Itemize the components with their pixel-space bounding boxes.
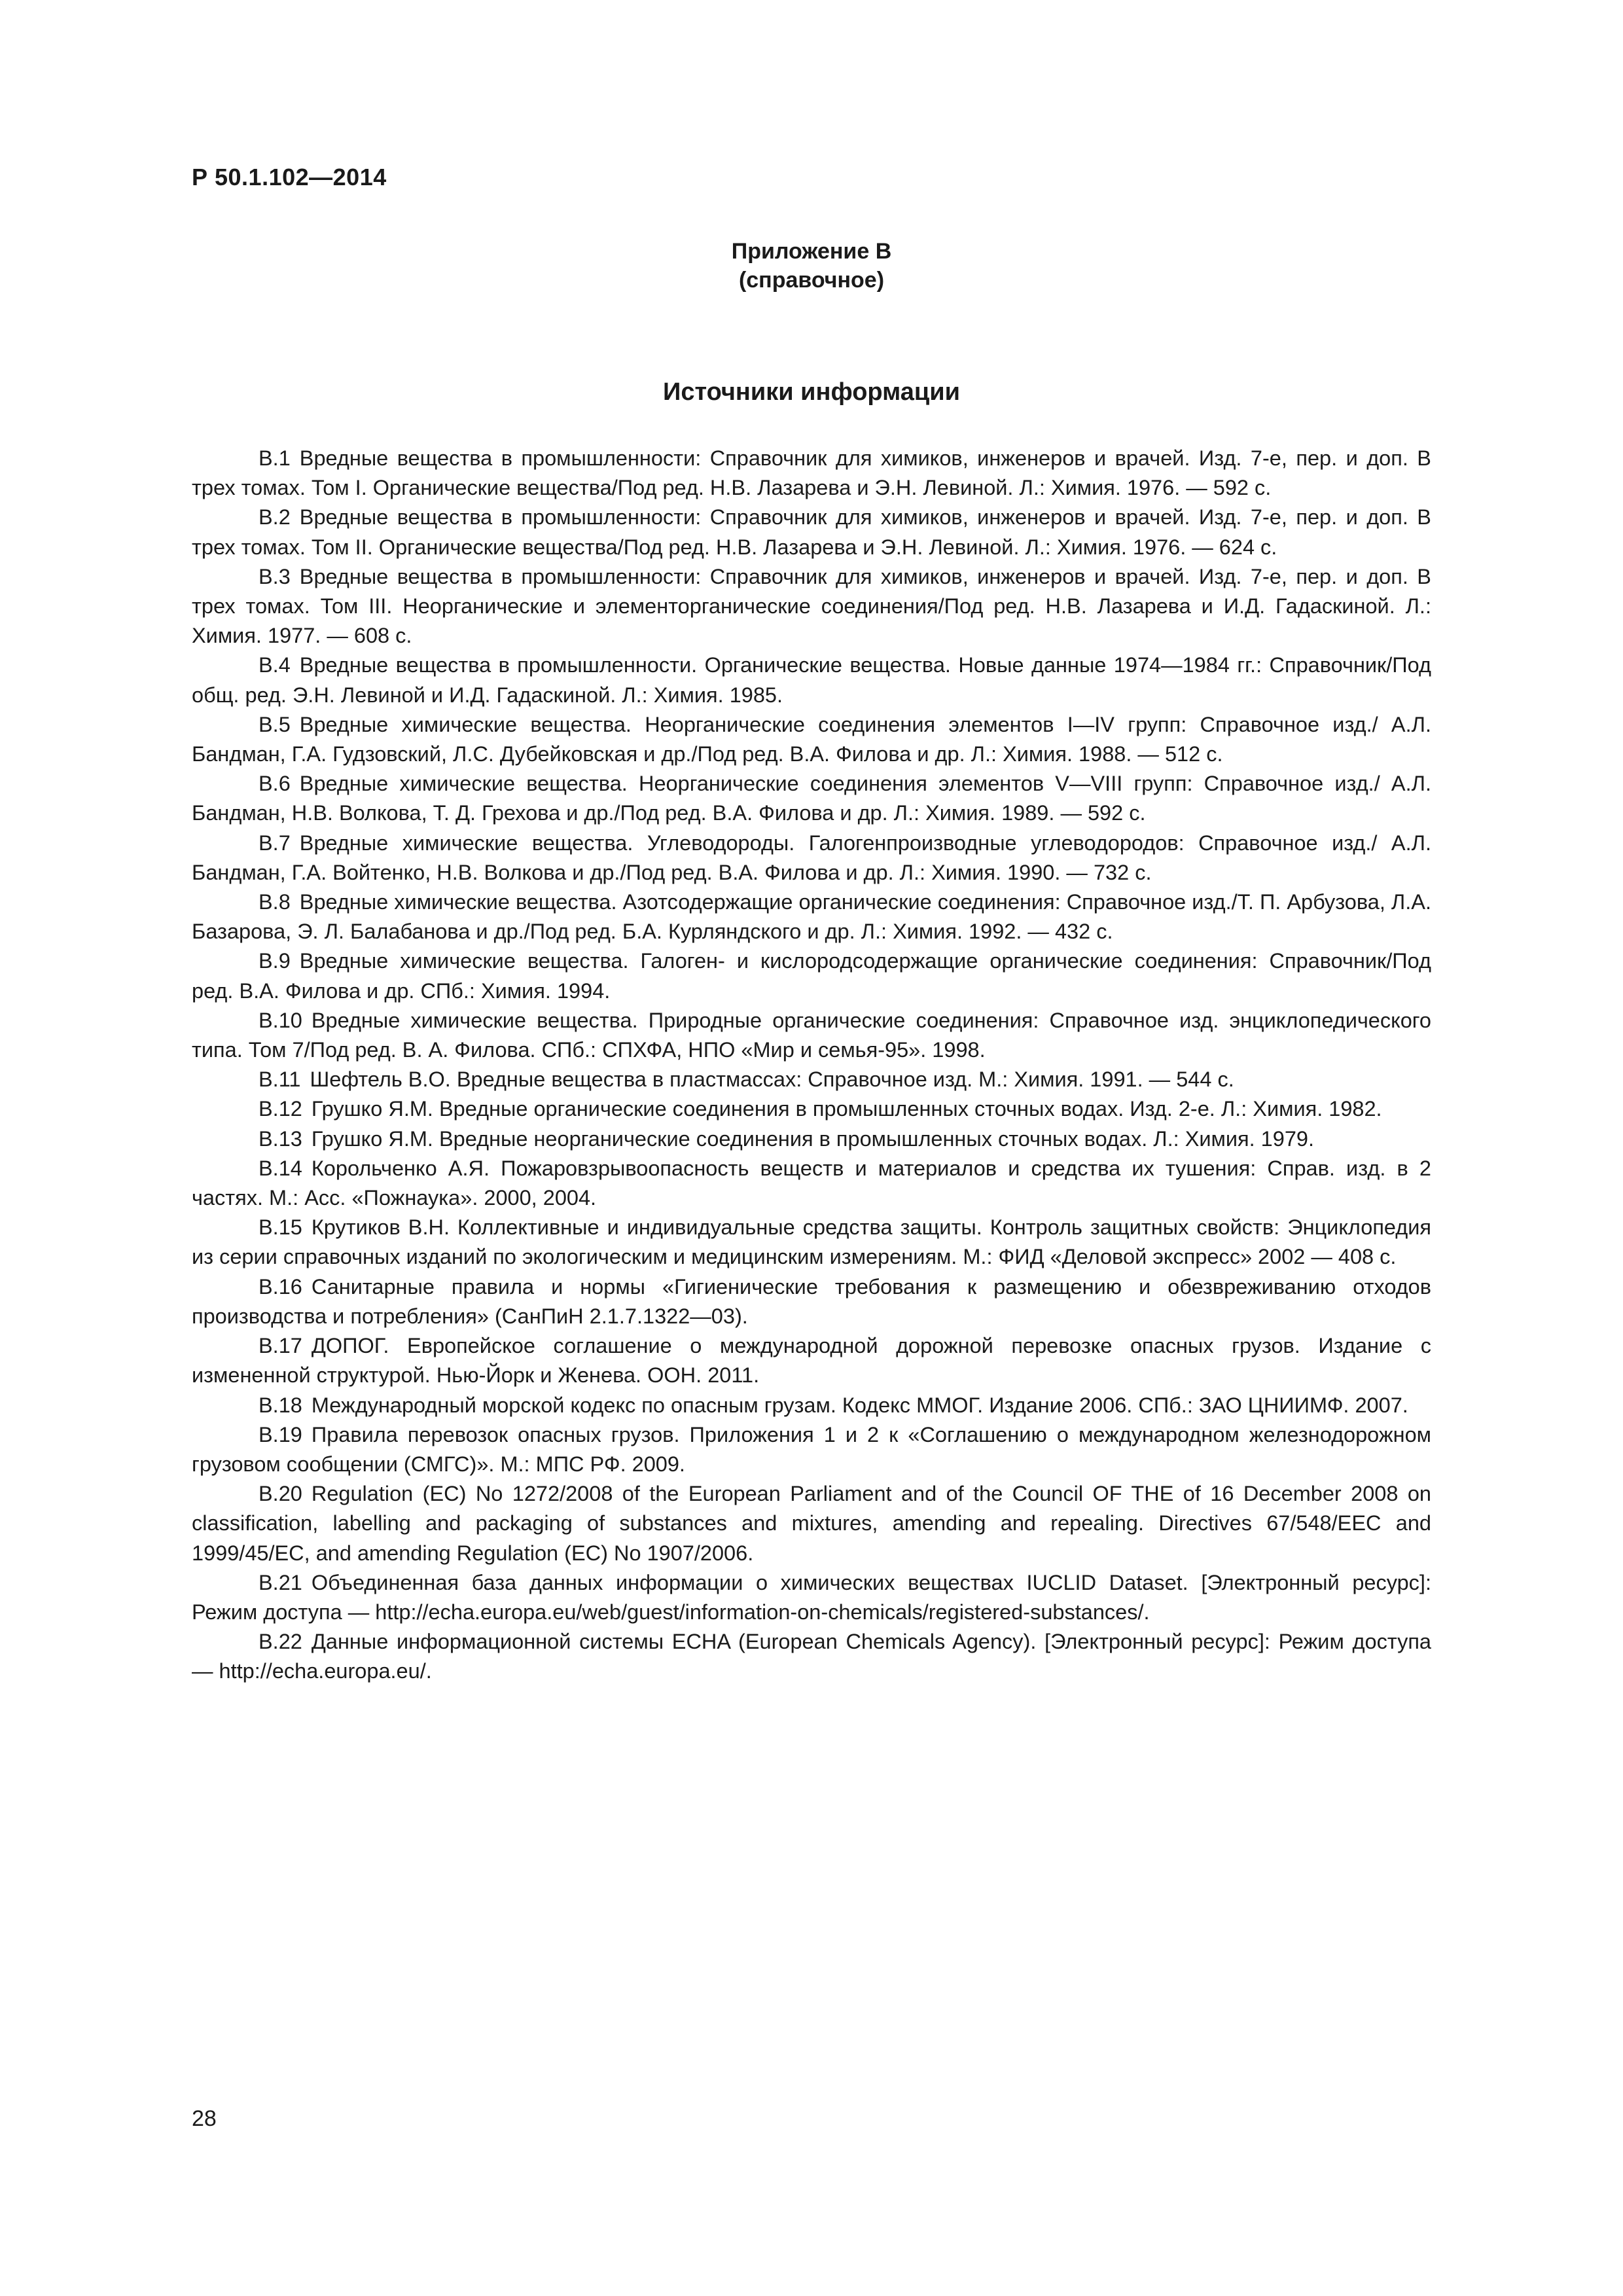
reference-number: В.19 [259, 1422, 302, 1446]
reference-number: В.22 [259, 1630, 302, 1654]
reference-item [192, 651, 1431, 709]
reference-item [192, 1213, 1431, 1272]
reference-text: Вредные химические вещества. Неорганические соединения элементов V—VIII групп: Справочное изд./ А.Л. Бандман, Н.В. Волкова, Т. Д. Грехова и др./Под ред. В.А. Филова и др. Л.: Химия. 1989. — 592 с. [192, 772, 1431, 825]
reference-number: В.11 [259, 1067, 301, 1092]
reference-text: Санитарные правила и нормы «Гигиенические требования к размещению и обезвреживанию отходов производства и потребления» (СанПиН 2.1.7.1322—03). [192, 1274, 1431, 1328]
reference-number: В.4 [259, 653, 291, 677]
reference-item [192, 1065, 1431, 1094]
reference-text: ДОПОГ. Европейское соглашение о международной дорожной перевозке опасных грузов. Издание с измененной структурой. Нью-Йорк и Женева. ООН. 2011. [192, 1334, 1431, 1388]
reference-number: В.16 [259, 1274, 302, 1299]
reference-number: В.17 [259, 1334, 302, 1358]
reference-text: Вредные химические вещества. Неорганические соединения элементов I—IV групп: Справочное изд./ А.Л. Бандман, Г.А. Гудзовский, Л.С. Дубейковская и др./Под ред. В.А. Филова и др. Л.: Химия. 1988. — 512 с. [192, 712, 1431, 766]
appendix-heading [192, 237, 1431, 295]
references-list [192, 444, 1431, 1687]
reference-text: Вредные вещества в промышленности. Органические вещества. Новые данные 1974—1984 гг.: Справочник/Под общ. ред. Э.Н. Левиной и И.Д. Гадаскиной. Л.: Химия. 1985. [192, 653, 1431, 707]
reference-item [192, 1154, 1431, 1213]
reference-number: В.6 [259, 772, 291, 796]
reference-number: В.15 [259, 1215, 302, 1240]
reference-item [192, 829, 1431, 888]
reference-item [192, 946, 1431, 1005]
reference-number: В.20 [259, 1482, 302, 1506]
reference-item [192, 888, 1431, 946]
reference-item [192, 1420, 1431, 1479]
reference-number: В.2 [259, 505, 291, 529]
reference-item [192, 1124, 1431, 1154]
reference-number: В.21 [259, 1570, 302, 1594]
reference-number: В.1 [259, 446, 291, 470]
appendix-title: Приложение В [731, 239, 892, 264]
reference-text: Данные информационной системы ECHA (European Chemicals Agency). [Электронный ресурс]: Режим доступа — http://echa.europa.eu/. [192, 1630, 1431, 1683]
reference-item [192, 1391, 1431, 1420]
document-code: Р 50.1.102—2014 [192, 164, 387, 190]
reference-text: Regulation (EC) No 1272/2008 of the European Parliament and of the Council OF THE of 16 December 2008 on classification, labelling and packaging of substances and mixtures, amending and repealing. Directives 67/548/EEC and 1999/45/EC, and amending Regulation (EC) No 1907/2006. [192, 1482, 1431, 1565]
reference-item [192, 562, 1431, 651]
reference-number: В.12 [259, 1097, 302, 1121]
reference-text: Грушко Я.М. Вредные органические соединения в промышленных сточных водах. Изд. 2-е. Л.: Химия. 1982. [311, 1097, 1382, 1121]
reference-item [192, 1094, 1431, 1124]
reference-number: В.14 [259, 1156, 302, 1180]
reference-text: Шефтель В.О. Вредные вещества в пластмассах: Справочное изд. М.: Химия. 1991. — 544 с. [310, 1067, 1234, 1092]
reference-text: Вредные химические вещества. Природные органические соединения: Справочное изд. энциклопедического типа. Том 7/Под ред. В. А. Филова. СПб.: СПХФА, НПО «Мир и семья-95». 1998. [192, 1008, 1431, 1062]
reference-number: В.10 [259, 1008, 302, 1032]
reference-item [192, 710, 1431, 769]
appendix-subtitle: (справочное) [738, 268, 885, 293]
reference-text: Вредные вещества в промышленности: Справочник для химиков, инженеров и врачей. Изд. 7-е, пер. и доп. В трех томах. Том I. Органические вещества/Под ред. Н.В. Лазарева и Э.Н. Левиной. Л.: Химия. 1976. — 592 с. [192, 446, 1431, 500]
reference-text: Правила перевозок опасных грузов. Приложения 1 и 2 к «Соглашению о международном железнодорожном грузовом сообщении (СМГС)». М.: МПС РФ. 2009. [192, 1422, 1431, 1476]
reference-text: Вредные вещества в промышленности: Справочник для химиков, инженеров и врачей. Изд. 7-е, пер. и доп. В трех томах. Том II. Органические вещества/Под ред. Н.В. Лазарева и Э.Н. Левиной. Л.: Химия. 1976. — 624 с. [192, 505, 1431, 559]
reference-number: В.7 [259, 831, 291, 855]
reference-number: В.5 [259, 712, 291, 736]
reference-text: Вредные химические вещества. Углеводороды. Галогенпроизводные углеводородов: Справочное изд./ А.Л. Бандман, Г.А. Войтенко, Н.В. Волкова и др./Под ред. В.А. Филова и др. Л.: Химия. 1990. — 732 с. [192, 831, 1431, 884]
reference-text: Грушко Я.М. Вредные неорганические соединения в промышленных сточных водах. Л.: Химия. 1979. [311, 1126, 1315, 1151]
reference-item [192, 444, 1431, 503]
reference-number: В.9 [259, 949, 291, 973]
reference-text: Крутиков В.Н. Коллективные и индивидуальные средства защиты. Контроль защитных свойств: Энциклопедия из серии справочных изданий по экологическим и медицинским измерениям. М.: ФИД «Деловой экспресс» 2002 — 408 с. [192, 1215, 1431, 1269]
reference-item [192, 1331, 1431, 1390]
reference-item [192, 1272, 1431, 1331]
reference-number: В.8 [259, 890, 291, 914]
reference-item [192, 1479, 1431, 1568]
reference-item [192, 1627, 1431, 1686]
reference-text: Объединенная база данных информации о химических веществах IUCLID Dataset. [Электронный ресурс]: Режим доступа — http://echa.europa.eu/web/guest/information-on-chemicals/registered-substances/. [192, 1570, 1431, 1624]
page-number: 28 [192, 2106, 217, 2131]
reference-text: Корольченко А.Я. Пожаровзрывоопасность веществ и материалов и средства их тушения: Справ. изд. в 2 частях. М.: Асс. «Пожнаука». 2000, 2004. [192, 1156, 1431, 1210]
reference-item [192, 503, 1431, 562]
reference-item [192, 769, 1431, 828]
reference-text: Международный морской кодекс по опасным грузам. Кодекс ММОГ. Издание 2006. СПб.: ЗАО ЦНИИМФ. 2007. [311, 1393, 1408, 1417]
reference-text: Вредные вещества в промышленности: Справочник для химиков, инженеров и врачей. Изд. 7-е, пер. и доп. В трех томах. Том III. Неорганические и элементорганические соединения/Под ред. Н.В. Лазарева и И.Д. Гадаскиной. Л.: Химия. 1977. — 608 с. [192, 564, 1431, 648]
reference-text: Вредные химические вещества. Галоген- и кислородсодержащие органические соединения: Справочник/Под ред. В.А. Филова и др. СПб.: Химия. 1994. [192, 949, 1431, 1003]
reference-item [192, 1006, 1431, 1065]
reference-number: В.18 [259, 1393, 302, 1417]
reference-number: В.3 [259, 564, 291, 588]
reference-item [192, 1568, 1431, 1627]
reference-number: В.13 [259, 1126, 302, 1151]
reference-text: Вредные химические вещества. Азотсодержащие органические соединения: Справочное изд./Т. П. Арбузова, Л.А. Базарова, Э. Л. Балабанова и др./Под ред. Б.А. Курляндского и др. Л.: Химия. 1992. — 432 с. [192, 890, 1431, 944]
section-title: Источники информации [663, 378, 960, 406]
